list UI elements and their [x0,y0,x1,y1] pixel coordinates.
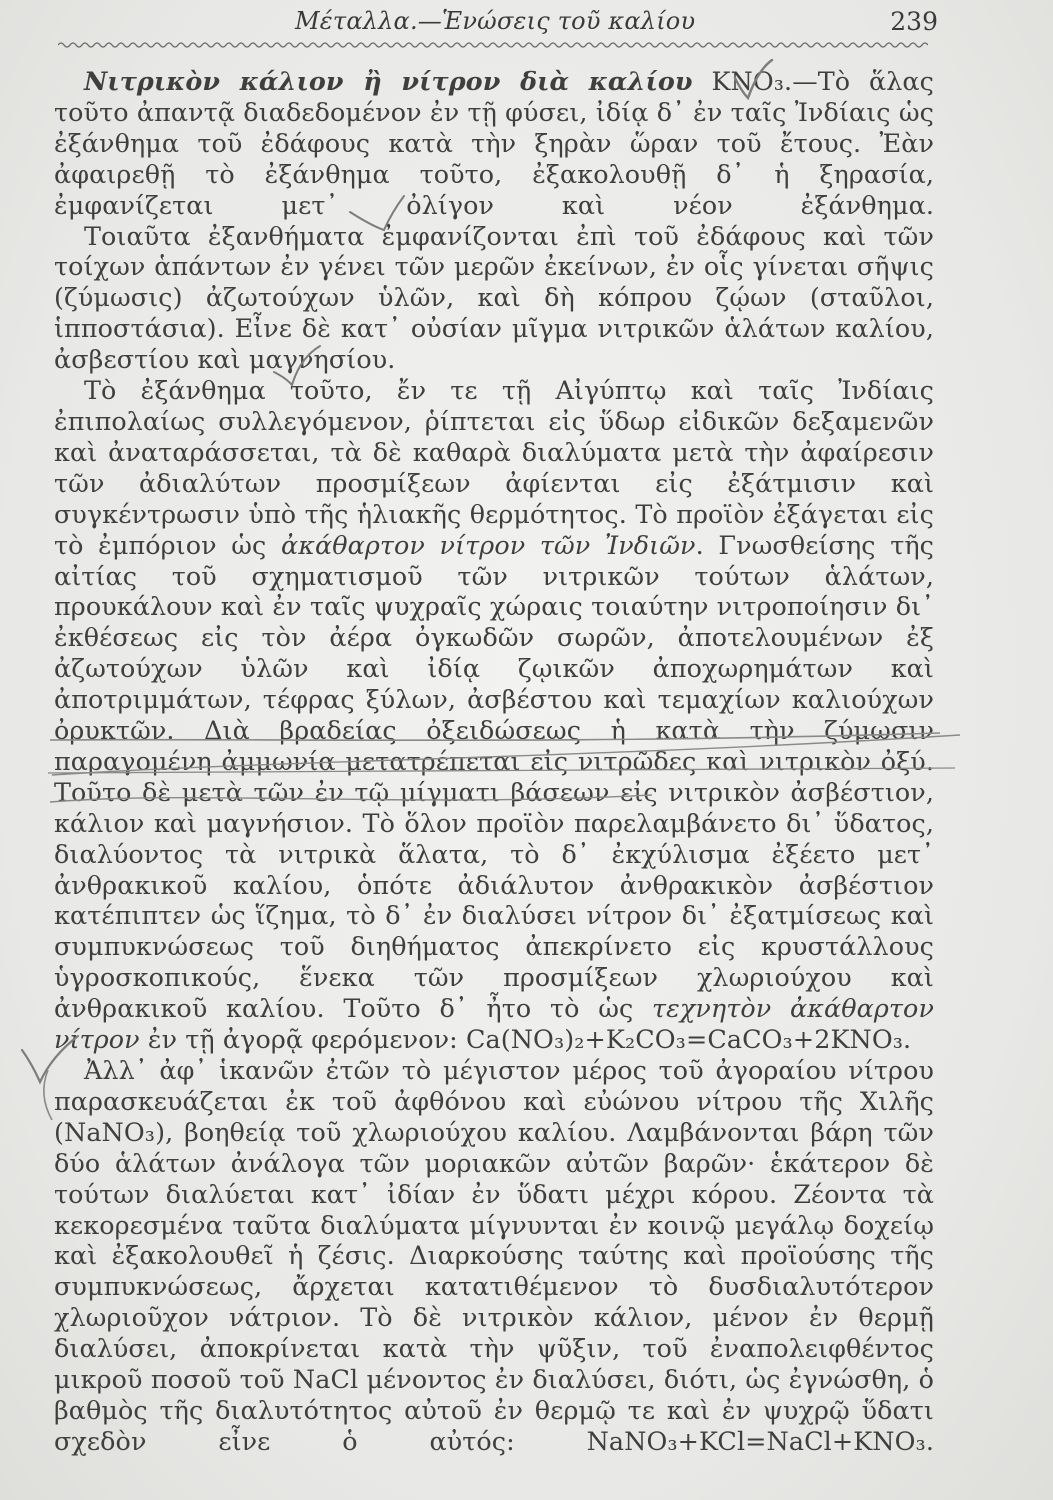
paragraph-2: Τοιαῦτα ἐξανθήματα ἐμφανίζονται ἐπὶ τοῦ ἐδάφους καὶ τῶν τοίχων ἁπάντων ἐν γένει τῶν μερῶν ἐκείνων, ἐν οἷς γίνεται σῆψις (ζύμωσις) ἀζωτούχων ὑλῶν, καὶ δὴ κόπρου ζῴων (σταῦλοι, ἱπποστάσια). Εἶνε δὲ κατ᾽ οὐσίαν μῖγμα νιτρικῶν ἁλάτων καλίου, ἀσβεστίου καὶ μαγνησίου. [54,220,934,375]
paragraph-3-italic-b: τεχνητὸν ἀκάθαρτον νίτρον [54,993,934,1055]
paragraph-1-text: KNO₃.—Τὸ ἅλας τοῦτο ἀπαντᾷ διαδεδομένον ἐν τῇ φύσει, ἰδίᾳ δ᾽ ἐν ταῖς Ἰνδίαις ὡς ἐξάνθημα τοῦ ἐδάφους κατὰ τὴν ξηρὰν ὥραν τοῦ ἔτους. Ἐὰν ἀφαιρεθῇ τὸ ἐξάνθημα τοῦτο, ἐξακολουθῇ δ᾽ ἡ ξηρασία, ἐμφανίζεται μετ᾽ ὀλίγον καὶ νέον ἐξάνθημα. [54,66,934,220]
page-number: 239 [890,7,938,36]
paragraph-1-heading: Νιτρικὸν κάλιον ἢ νίτρον διὰ καλίου [84,66,693,96]
header-title: Μέταλλα.—Ἑνώσεις τοῦ καλίου [295,7,696,35]
paragraph-3-text-a: Τὸ ἐξάνθημα τοῦτο, ἔν τε τῇ Αἰγύπτῳ καὶ ταῖς Ἰνδίαις ἐπιπολαίως συλλεγόμενον, ῥίπτεται εἰς ὕδωρ εἰδικῶν δεξαμενῶν καὶ ἀναταράσσεται, τὰ δὲ καθαρὰ διαλύματα μετὰ τὴν ἀφαίρεσιν τῶν ἀδιαλύτων προσμίξεων ἀφίενται εἰς ἐξάτμισιν καὶ συγκέντρωσιν ὑπὸ τῆς ἡλιακῆς θερμότητος. Τὸ προϊὸν ἐξάγεται εἰς τὸ ἐμπόριον ὡς [54,375,934,560]
paragraph-4: Ἀλλ᾽ ἀφ᾽ ἱκανῶν ἐτῶν τὸ μέγιστον μέρος τοῦ ἀγοραίου νίτρου παρασκευάζεται ἐκ τοῦ ἀφθόνου καὶ εὐώνου νίτρου τῆς Χιλῆς (NaNO₃), βοηθείᾳ τοῦ χλωριούχου καλίου. Λαμβάνονται βάρη τῶν δύο ἁλάτων ἀνάλογα τῶν μοριακῶν αὐτῶν βαρῶν· ἑκάτερον δὲ τούτων διαλύεται κατ᾽ ἰδίαν ἐν ὕδατι μέχρι κόρου. Ζέοντα τὰ κεκορεσμένα ταῦτα διαλύματα μίγνυνται ἐν κοινῷ μεγάλῳ δοχείῳ καὶ ἐξακολουθεῖ ἡ ζέσις. Διαρκούσης ταύτης καὶ προϊούσης τῆς συμπυκνώσεως, ἄρχεται κατατιθέμενον τὸ δυσδιαλυτότερον χλωριοῦχον νάτριον. Τὸ δὲ νιτρικὸν κάλιον, μένον ἐν θερμῇ διαλύσει, ἀποκρίνεται κατὰ τὴν ψῦξιν, τοῦ ἐναπολειφθέντος μικροῦ ποσοῦ τοῦ NaCl μένοντος ἐν διαλύσει, διότι, ὡς ἐγνώσθη, ὁ βαθμὸς τῆς διαλυτότητος αὐτοῦ ἐν θερμῷ τε καὶ ἐν ψυχρῷ ὕδατι σχεδὸν εἶνε ὁ αὐτός: NaNO₃+KCl=NaCl+KNO₃. [54,1055,934,1456]
running-header [90,2,940,38]
paragraph-3-text-b: . Γνωσθείσης τῆς αἰτίας τοῦ σχηματισμοῦ τῶν νιτρικῶν τούτων ἁλάτων, προυκάλουν καὶ ἐν ταῖς ψυχραῖς χώραις τοιαύτην νιτροποίησιν δι᾽ ἐκθέσεως εἰς τὸν ἀέρα ὀγκωδῶν σωρῶν, ἀποτελουμένων ἐξ ἀζωτούχων ὑλῶν καὶ ἰδίᾳ ζῳικῶν ἀποχωρημάτων καὶ ἀποτριμμάτων, τέφρας ξύλων, ἀσβέστου καὶ τεμαχίων καλιούχων ὀρυκτῶν. Διὰ βραδείας ὀξειδώσεως ἡ κατὰ τὴν ζύμωσιν παραγομένη ἀμμωνία μετατρέπεται εἰς νιτρῶδες καὶ νιτρικὸν ὀξύ. Τοῦτο δὲ μετὰ τῶν ἐν τῷ μίγματι βάσεων εἰς νιτρικὸν ἀσβέστιον, κάλιον καὶ μαγνήσιον. Τὸ ὅλον προϊὸν παρελαμβάνετο δι᾽ ὕδατος, διαλύοντος τὰ νιτρικὰ ἅλατα, τὸ δ᾽ ἐκχύλισμα ἐξέετο μετ᾽ ἀνθρακικοῦ καλίου, ὁπότε ἀδιάλυτον ἀνθρακικὸν ἀσβέστιον κατέπιπτεν ὡς ἵζημα, τὸ δ᾽ ἐν διαλύσει νίτρον δι᾽ ἐξατμίσεως καὶ συμπυκνώσεως τοῦ διηθήματος ἀπεκρίνετο εἰς κρυστάλλους ὑγροσκοπικούς, ἕνεκα τῶν προσμίξεων χλωριούχου καὶ ἀνθρακικοῦ καλίου. Τοῦτο δ᾽ ἦτο τὸ ὡς [54,529,934,1024]
header-wavy-rule [58,38,928,52]
paragraph-3-text-c: ἐν τῇ ἀγορᾷ φερόμενον: Ca(NO₃)₂+K₂CO₃=CaCO₃+2KNO₃. [139,1024,912,1055]
bracket-mark [44,1070,52,1120]
paragraph-3 [54,375,934,1055]
paragraph-1 [54,66,934,221]
paragraph-3-italic-a: ἀκάθαρτον νίτρον τῶν Ἰνδιῶν [280,529,696,560]
page-body-text [54,66,934,1457]
